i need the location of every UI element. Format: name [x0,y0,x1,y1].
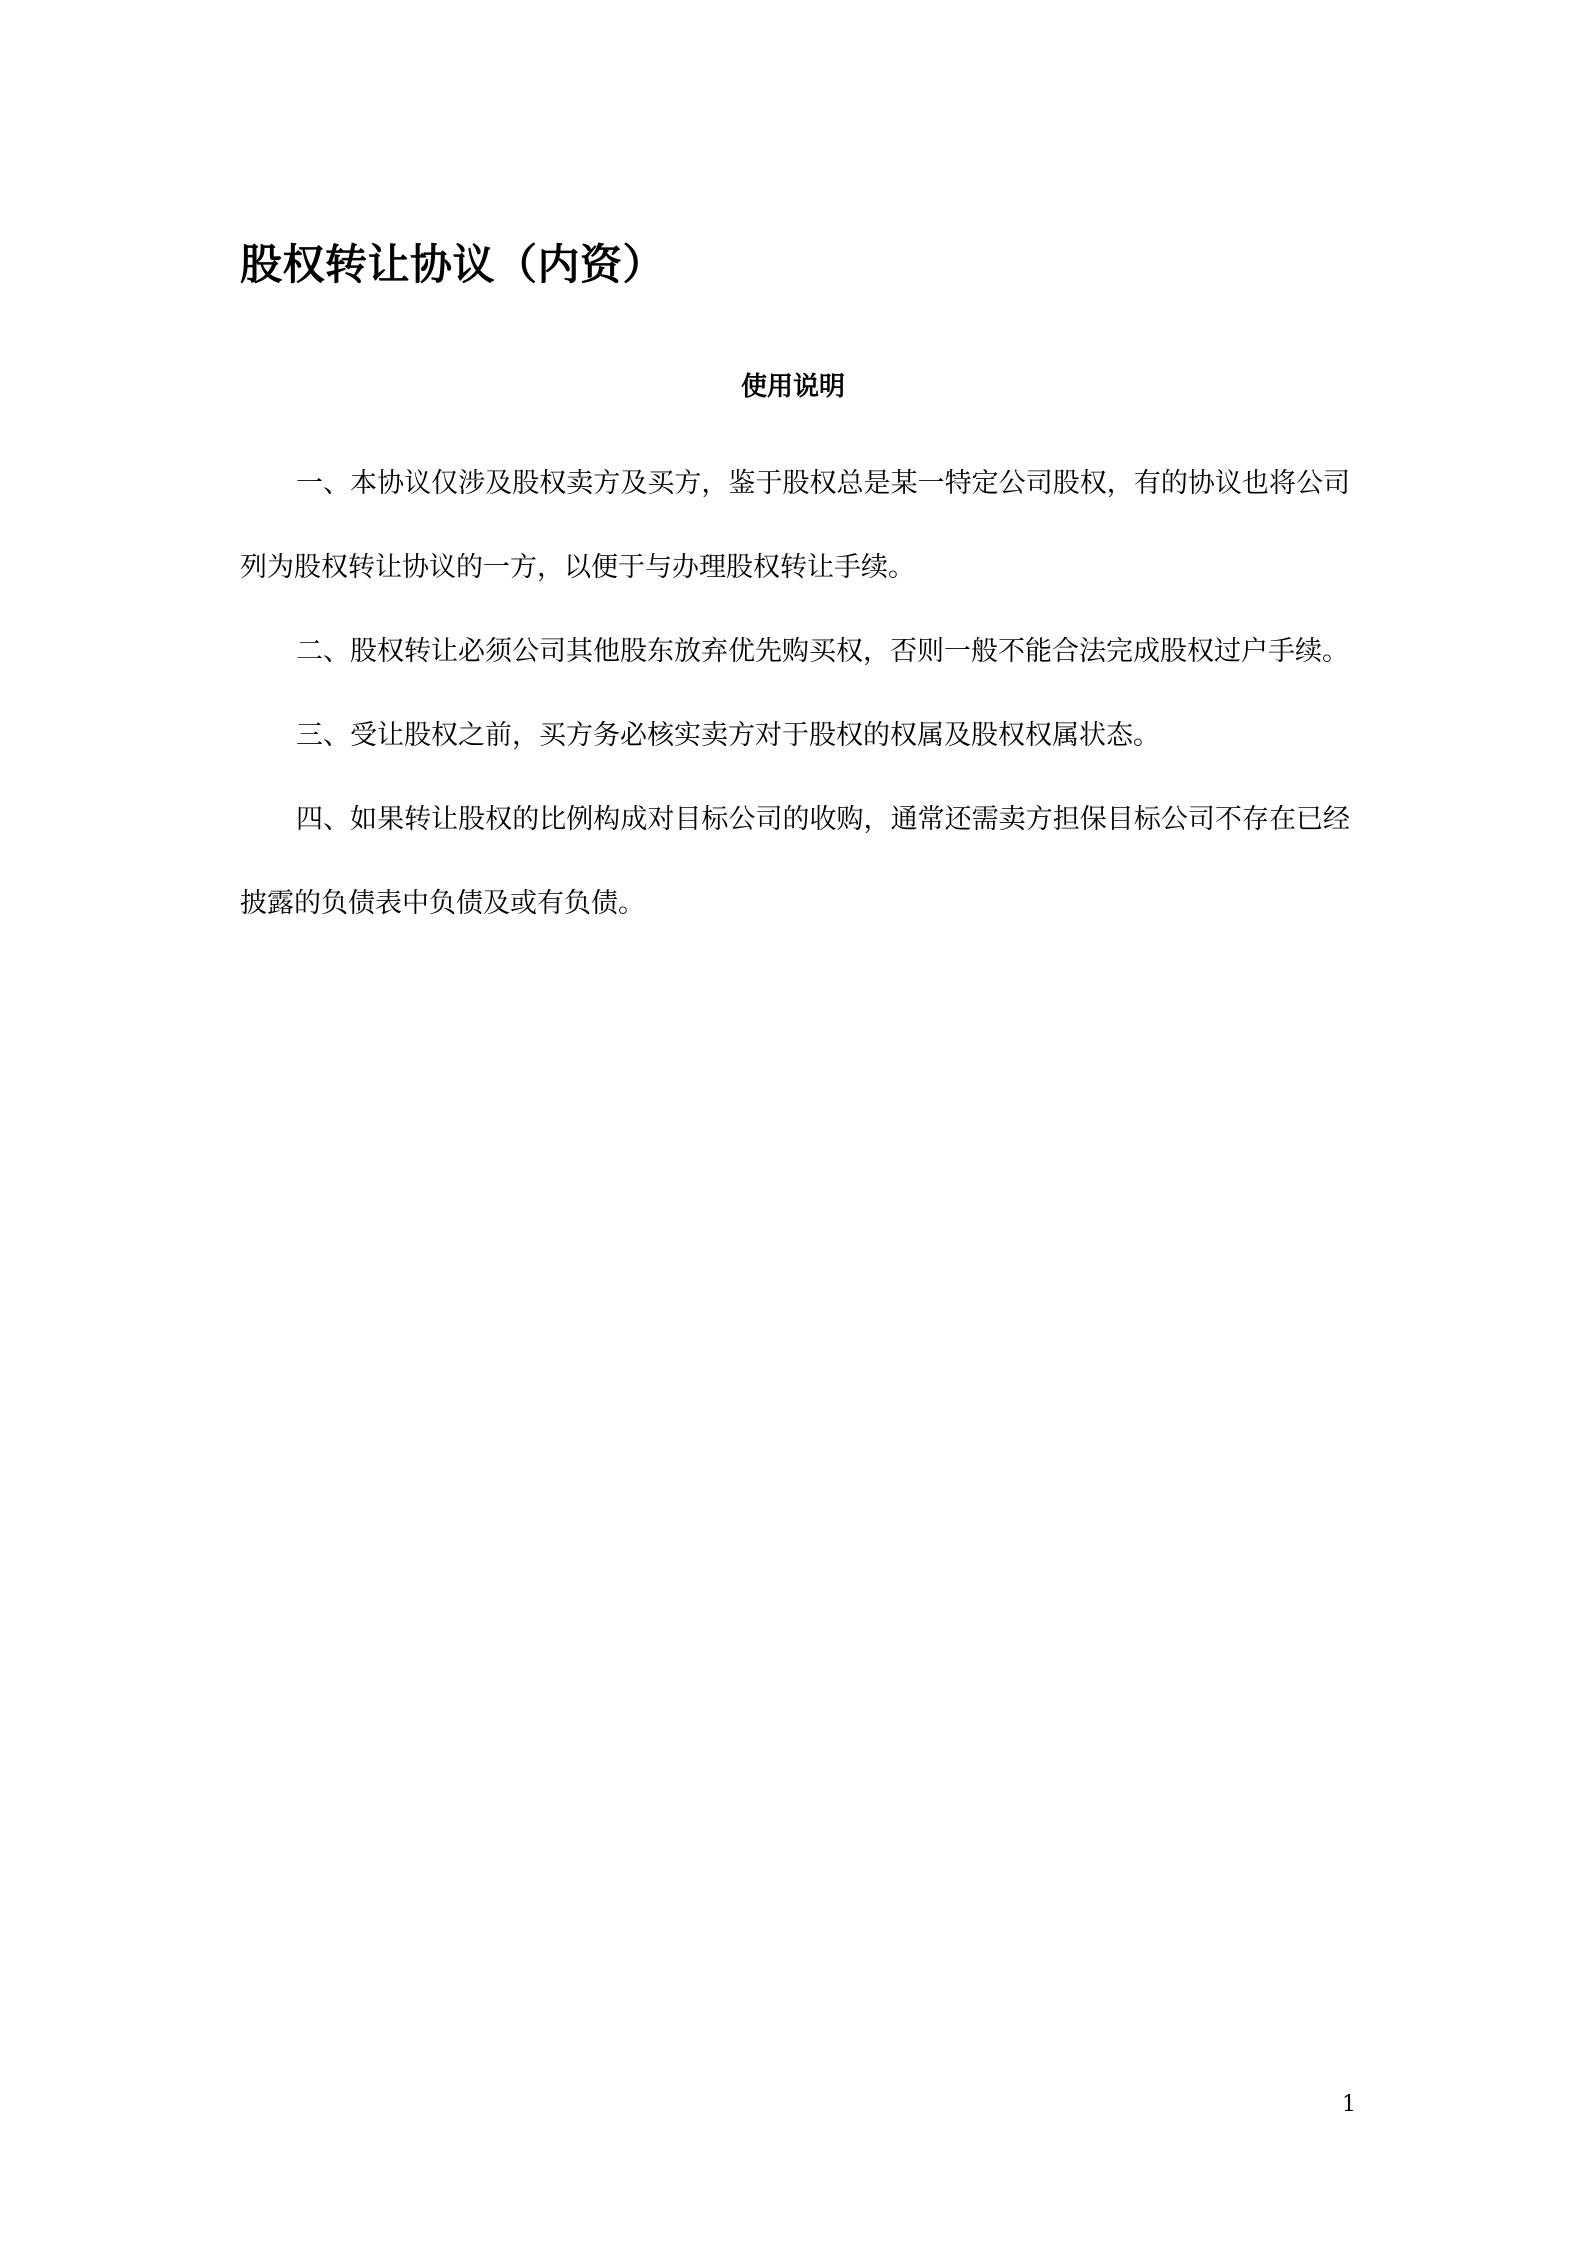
document-title: 股权转让协议（内资） [240,240,666,289]
document-body [240,442,1350,946]
paragraph-1: 一、本协议仅涉及股权卖方及买方，鉴于股权总是某一特定公司股权，有的协议也将公司列为股权转让协议的一方，以便于与办理股权转让手续。 [240,468,1350,583]
page-number: 1 [1342,2092,1356,2117]
paragraph-4: 四、如果转让股权的比例构成对目标公司的收购，通常还需卖方担保目标公司不存在已经披露的负债表中负债及或有负债。 [240,804,1350,919]
paragraph-3: 三、受让股权之前，买方务必核实卖方对于股权的权属及股权权属状态。 [296,720,1160,751]
section-heading: 使用说明 [740,372,845,402]
paragraph-2: 二、股权转让必须公司其他股东放弃优先购买权，否则一般不能合法完成股权过户手续。 [296,636,1349,667]
